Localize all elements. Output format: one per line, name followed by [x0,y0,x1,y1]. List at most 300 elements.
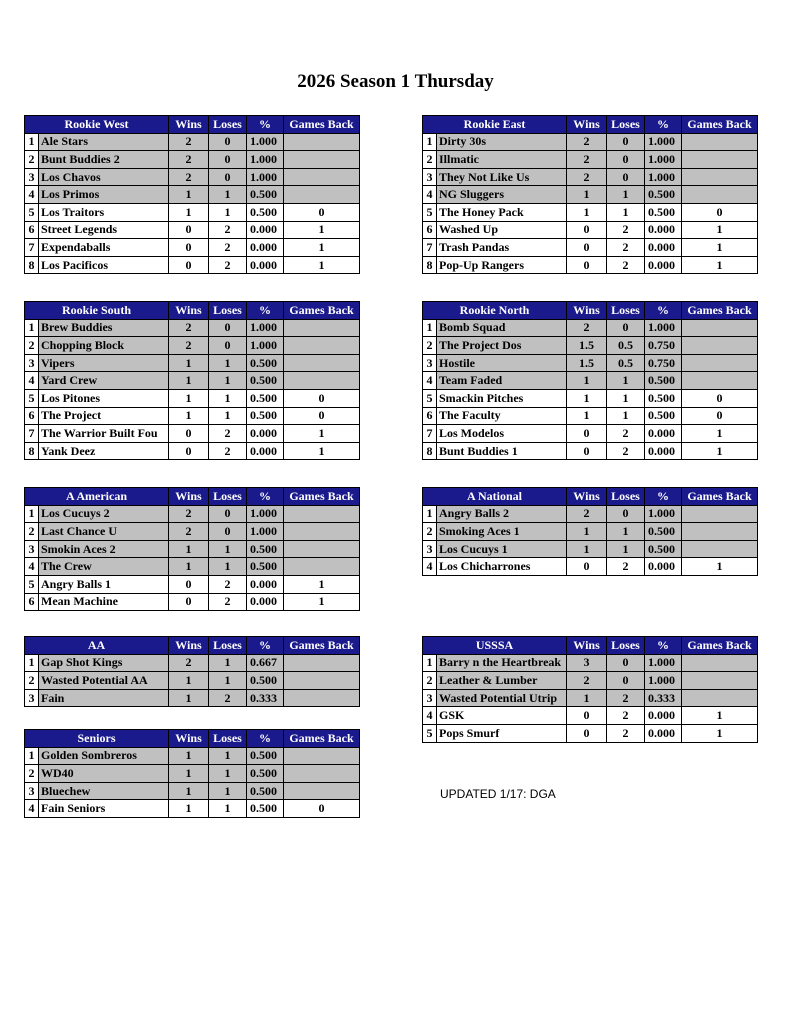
team-name-cell: Gap Shot Kings [39,654,169,672]
rank-cell: 8 [423,442,437,460]
table-row [25,672,360,690]
games-back-cell [682,689,758,707]
games-back-cell: 1 [682,221,758,239]
table-row [25,319,360,337]
rank-cell: 1 [423,133,437,151]
pct-cell: 0.500 [247,672,284,690]
standings-table-rookie-east [422,115,758,274]
rank-cell: 2 [25,765,39,783]
table-row [25,256,360,274]
rank-cell: 1 [423,319,437,337]
pct-cell: 0.000 [247,221,284,239]
games-back-cell: 1 [682,442,758,460]
rank-cell: 3 [25,540,39,558]
table-row [25,337,360,355]
loses-cell: 2 [209,593,247,611]
table-row [423,558,758,576]
table-row [423,221,758,239]
pct-cell: 0.000 [247,442,284,460]
pct-cell: 0.000 [247,239,284,257]
wins-cell: 1 [169,540,209,558]
table-row [423,186,758,204]
division-name: Rookie West [25,116,169,134]
pct-cell: 0.000 [247,425,284,443]
wins-cell: 1 [567,203,607,221]
games-back-cell [682,505,758,523]
rank-cell: 8 [423,256,437,274]
wins-cell: 1 [567,389,607,407]
team-name-cell: Los Cucuys 1 [437,540,567,558]
rank-cell: 4 [423,372,437,390]
games-back-cell: 1 [682,724,758,742]
division-name: A National [423,488,567,506]
games-back-cell [284,319,360,337]
rank-cell: 1 [25,505,39,523]
standings-table-seniors [24,729,360,818]
wins-cell: 1.5 [567,354,607,372]
pct-cell: 1.000 [645,168,682,186]
games-back-cell [682,168,758,186]
loses-header: Loses [209,116,247,134]
rank-cell: 8 [25,256,39,274]
table-row [25,689,360,707]
table-row [423,239,758,257]
table-row [25,221,360,239]
games-back-cell: 0 [682,389,758,407]
loses-header: Loses [607,116,645,134]
table-row [423,407,758,425]
games-back-cell [682,672,758,690]
rank-cell: 4 [423,186,437,204]
pct-cell: 0.500 [247,765,284,783]
team-name-cell: Chopping Block [39,337,169,355]
pct-cell: 1.000 [247,151,284,169]
table-row [25,800,360,818]
pct-cell: 0.500 [247,372,284,390]
wins-cell: 3 [567,654,607,672]
wins-cell: 0 [567,558,607,576]
rank-cell: 2 [423,337,437,355]
wins-header: Wins [567,116,607,134]
wins-cell: 1 [169,203,209,221]
pct-cell: 0.500 [645,389,682,407]
wins-cell: 0 [169,239,209,257]
pct-cell: 0.750 [645,354,682,372]
loses-cell: 1 [209,389,247,407]
team-name-cell: Hostile [437,354,567,372]
games-back-cell: 0 [284,203,360,221]
team-name-cell: Washed Up [437,221,567,239]
wins-cell: 1 [169,765,209,783]
team-name-cell: Angry Balls 2 [437,505,567,523]
table-row [25,505,360,523]
games-back-cell: 0 [682,203,758,221]
rank-cell: 2 [25,672,39,690]
table-header-row [25,730,360,748]
table-row [423,707,758,725]
wins-cell: 0 [169,425,209,443]
games-back-cell [682,133,758,151]
loses-cell: 1 [209,747,247,765]
rank-cell: 2 [423,151,437,169]
pct-header: % [247,302,284,320]
table-row [423,389,758,407]
table-header-row [423,116,758,134]
loses-cell: 2 [607,425,645,443]
games-back-cell: 0 [682,407,758,425]
pct-cell: 1.000 [247,523,284,541]
games-back-cell [284,372,360,390]
team-name-cell: Bluechew [39,782,169,800]
team-name-cell: The Project Dos [437,337,567,355]
games-back-cell: 1 [284,221,360,239]
team-name-cell: Last Chance U [39,523,169,541]
pct-cell: 0.500 [247,800,284,818]
wins-cell: 1 [169,389,209,407]
team-name-cell: Bunt Buddies 1 [437,442,567,460]
table-row [25,407,360,425]
loses-cell: 2 [209,256,247,274]
pct-cell: 1.000 [247,319,284,337]
games-back-cell [682,354,758,372]
games-back-cell [284,523,360,541]
loses-cell: 0 [607,168,645,186]
loses-header: Loses [607,488,645,506]
rank-cell: 1 [25,654,39,672]
pct-cell: 0.500 [247,186,284,204]
loses-header: Loses [209,488,247,506]
wins-cell: 2 [169,151,209,169]
loses-cell: 1 [209,765,247,783]
games-back-cell: 1 [284,575,360,593]
wins-cell: 0 [567,239,607,257]
games-back-cell [284,672,360,690]
wins-cell: 2 [169,133,209,151]
loses-cell: 2 [209,221,247,239]
wins-cell: 1 [169,407,209,425]
pct-cell: 1.000 [247,337,284,355]
division-name: Rookie North [423,302,567,320]
pct-cell: 0.000 [645,221,682,239]
standings-table-rookie-south [24,301,360,460]
wins-cell: 1 [169,186,209,204]
team-name-cell: Yard Crew [39,372,169,390]
standings-table-usssa [422,636,758,743]
wins-cell: 2 [567,151,607,169]
games-back-header: Games Back [682,488,758,506]
wins-cell: 1 [567,186,607,204]
team-name-cell: Bunt Buddies 2 [39,151,169,169]
division-name: USSSA [423,637,567,655]
pct-cell: 0.500 [247,354,284,372]
table-row [423,654,758,672]
wins-header: Wins [169,302,209,320]
rank-cell: 5 [423,724,437,742]
table-row [423,319,758,337]
loses-cell: 1 [607,203,645,221]
rank-cell: 2 [25,523,39,541]
team-name-cell: Mean Machine [39,593,169,611]
loses-cell: 2 [607,724,645,742]
wins-cell: 1 [169,747,209,765]
table-row [25,151,360,169]
games-back-cell: 1 [284,425,360,443]
team-name-cell: Golden Sombreros [39,747,169,765]
table-row [25,372,360,390]
rank-cell: 2 [25,151,39,169]
games-back-cell: 0 [284,800,360,818]
loses-cell: 0 [607,672,645,690]
games-back-cell [682,540,758,558]
table-row [25,354,360,372]
standings-table-a-national [422,487,758,576]
rank-cell: 3 [423,354,437,372]
table-row [423,523,758,541]
rank-cell: 3 [423,168,437,186]
pct-cell: 0.000 [645,256,682,274]
division-name: Rookie South [25,302,169,320]
pct-cell: 0.667 [247,654,284,672]
table-header-row [423,302,758,320]
team-name-cell: The Crew [39,558,169,576]
team-name-cell: Trash Pandas [437,239,567,257]
standings-table-a-american [24,487,360,611]
pct-cell: 1.000 [645,133,682,151]
pct-cell: 0.000 [247,593,284,611]
table-row [423,425,758,443]
games-back-cell: 1 [682,707,758,725]
loses-cell: 0 [209,337,247,355]
rank-cell: 7 [423,425,437,443]
team-name-cell: Vipers [39,354,169,372]
rank-cell: 2 [423,672,437,690]
games-back-header: Games Back [284,488,360,506]
division-name: Rookie East [423,116,567,134]
team-name-cell: Leather & Lumber [437,672,567,690]
wins-cell: 0 [567,425,607,443]
team-name-cell: Los Modelos [437,425,567,443]
table-row [25,782,360,800]
pct-header: % [645,637,682,655]
pct-header: % [247,488,284,506]
pct-cell: 0.500 [247,203,284,221]
table-row [25,168,360,186]
loses-cell: 2 [607,221,645,239]
table-row [25,186,360,204]
loses-cell: 0 [209,319,247,337]
games-back-cell [682,654,758,672]
loses-cell: 2 [607,256,645,274]
loses-cell: 1 [209,558,247,576]
games-back-cell [284,540,360,558]
games-back-cell [682,186,758,204]
wins-cell: 0 [567,724,607,742]
pct-cell: 0.500 [645,186,682,204]
rank-cell: 1 [25,133,39,151]
table-row [25,523,360,541]
rank-cell: 3 [25,782,39,800]
loses-cell: 1 [607,372,645,390]
rank-cell: 5 [25,575,39,593]
games-back-cell [284,689,360,707]
pct-cell: 0.500 [247,540,284,558]
table-row [25,747,360,765]
games-back-cell: 1 [682,256,758,274]
table-row [25,558,360,576]
rank-cell: 1 [25,319,39,337]
rank-cell: 4 [25,186,39,204]
pct-cell: 1.000 [645,151,682,169]
games-back-cell: 0 [284,389,360,407]
rank-cell: 7 [423,239,437,257]
pct-cell: 0.500 [645,372,682,390]
loses-cell: 0 [607,151,645,169]
pct-cell: 0.500 [247,747,284,765]
table-header-row [25,488,360,506]
loses-cell: 0.5 [607,354,645,372]
loses-cell: 2 [209,689,247,707]
loses-cell: 0 [209,523,247,541]
team-name-cell: Dirty 30s [437,133,567,151]
team-name-cell: Pops Smurf [437,724,567,742]
loses-cell: 0 [607,133,645,151]
games-back-cell [284,133,360,151]
loses-cell: 0 [607,654,645,672]
wins-cell: 2 [567,672,607,690]
loses-cell: 2 [607,558,645,576]
rank-cell: 3 [25,689,39,707]
pct-cell: 0.000 [247,575,284,593]
team-name-cell: Barry n the Heartbreak [437,654,567,672]
games-back-cell [284,168,360,186]
wins-cell: 0 [567,442,607,460]
table-row [25,239,360,257]
wins-cell: 2 [567,319,607,337]
games-back-cell [284,354,360,372]
loses-cell: 0 [209,151,247,169]
wins-cell: 1 [169,689,209,707]
games-back-cell [284,765,360,783]
games-back-cell [284,337,360,355]
wins-cell: 2 [567,505,607,523]
table-row [423,354,758,372]
wins-header: Wins [567,302,607,320]
games-back-cell [284,654,360,672]
pct-cell: 0.500 [645,523,682,541]
rank-cell: 6 [25,593,39,611]
rank-cell: 5 [423,203,437,221]
rank-cell: 6 [423,407,437,425]
table-row [423,203,758,221]
pct-cell: 0.000 [247,256,284,274]
table-header-row [25,302,360,320]
games-back-cell [682,151,758,169]
pct-cell: 0.000 [645,707,682,725]
games-back-cell [682,319,758,337]
pct-cell: 0.000 [645,239,682,257]
loses-cell: 1 [209,800,247,818]
loses-cell: 1 [209,672,247,690]
pct-cell: 0.500 [247,558,284,576]
table-row [25,765,360,783]
loses-cell: 2 [209,425,247,443]
team-name-cell: Los Primos [39,186,169,204]
loses-cell: 1 [209,540,247,558]
pct-cell: 0.333 [247,689,284,707]
rank-cell: 4 [423,707,437,725]
pct-header: % [645,116,682,134]
games-back-cell [284,747,360,765]
loses-cell: 0 [209,168,247,186]
wins-cell: 1 [169,558,209,576]
loses-cell: 2 [607,239,645,257]
pct-cell: 0.500 [645,203,682,221]
team-name-cell: Expendaballs [39,239,169,257]
rank-cell: 3 [423,689,437,707]
division-name: AA [25,637,169,655]
loses-cell: 1 [209,354,247,372]
loses-cell: 1 [209,372,247,390]
standings-table-rookie-north [422,301,758,460]
games-back-cell: 1 [284,256,360,274]
wins-cell: 0 [169,442,209,460]
rank-cell: 8 [25,442,39,460]
team-name-cell: Los Pitones [39,389,169,407]
loses-cell: 1 [209,203,247,221]
team-name-cell: Ale Stars [39,133,169,151]
wins-cell: 0 [567,707,607,725]
pct-cell: 0.750 [645,337,682,355]
table-row [25,540,360,558]
team-name-cell: Smokin Aces 2 [39,540,169,558]
wins-cell: 0 [169,593,209,611]
pct-cell: 0.333 [645,689,682,707]
games-back-header: Games Back [682,302,758,320]
division-name: A American [25,488,169,506]
rank-cell: 3 [25,354,39,372]
table-row [25,575,360,593]
team-name-cell: The Warrior Built Fou [39,425,169,443]
pct-cell: 1.000 [645,654,682,672]
rank-cell: 4 [25,372,39,390]
wins-cell: 1 [169,372,209,390]
loses-cell: 0 [607,319,645,337]
pct-cell: 1.000 [247,505,284,523]
games-back-cell: 1 [284,442,360,460]
table-row [25,389,360,407]
games-back-header: Games Back [682,637,758,655]
loses-cell: 1 [209,782,247,800]
pct-cell: 0.000 [645,442,682,460]
table-row [423,442,758,460]
rank-cell: 6 [25,221,39,239]
table-row [25,425,360,443]
loses-cell: 1 [607,540,645,558]
table-row [25,203,360,221]
loses-header: Loses [607,637,645,655]
wins-cell: 0 [567,221,607,239]
games-back-header: Games Back [284,637,360,655]
table-row [423,689,758,707]
games-back-cell [682,523,758,541]
loses-header: Loses [209,730,247,748]
team-name-cell: Smackin Pitches [437,389,567,407]
table-row [423,256,758,274]
rank-cell: 5 [423,389,437,407]
loses-header: Loses [209,302,247,320]
wins-cell: 1 [567,540,607,558]
rank-cell: 7 [25,425,39,443]
